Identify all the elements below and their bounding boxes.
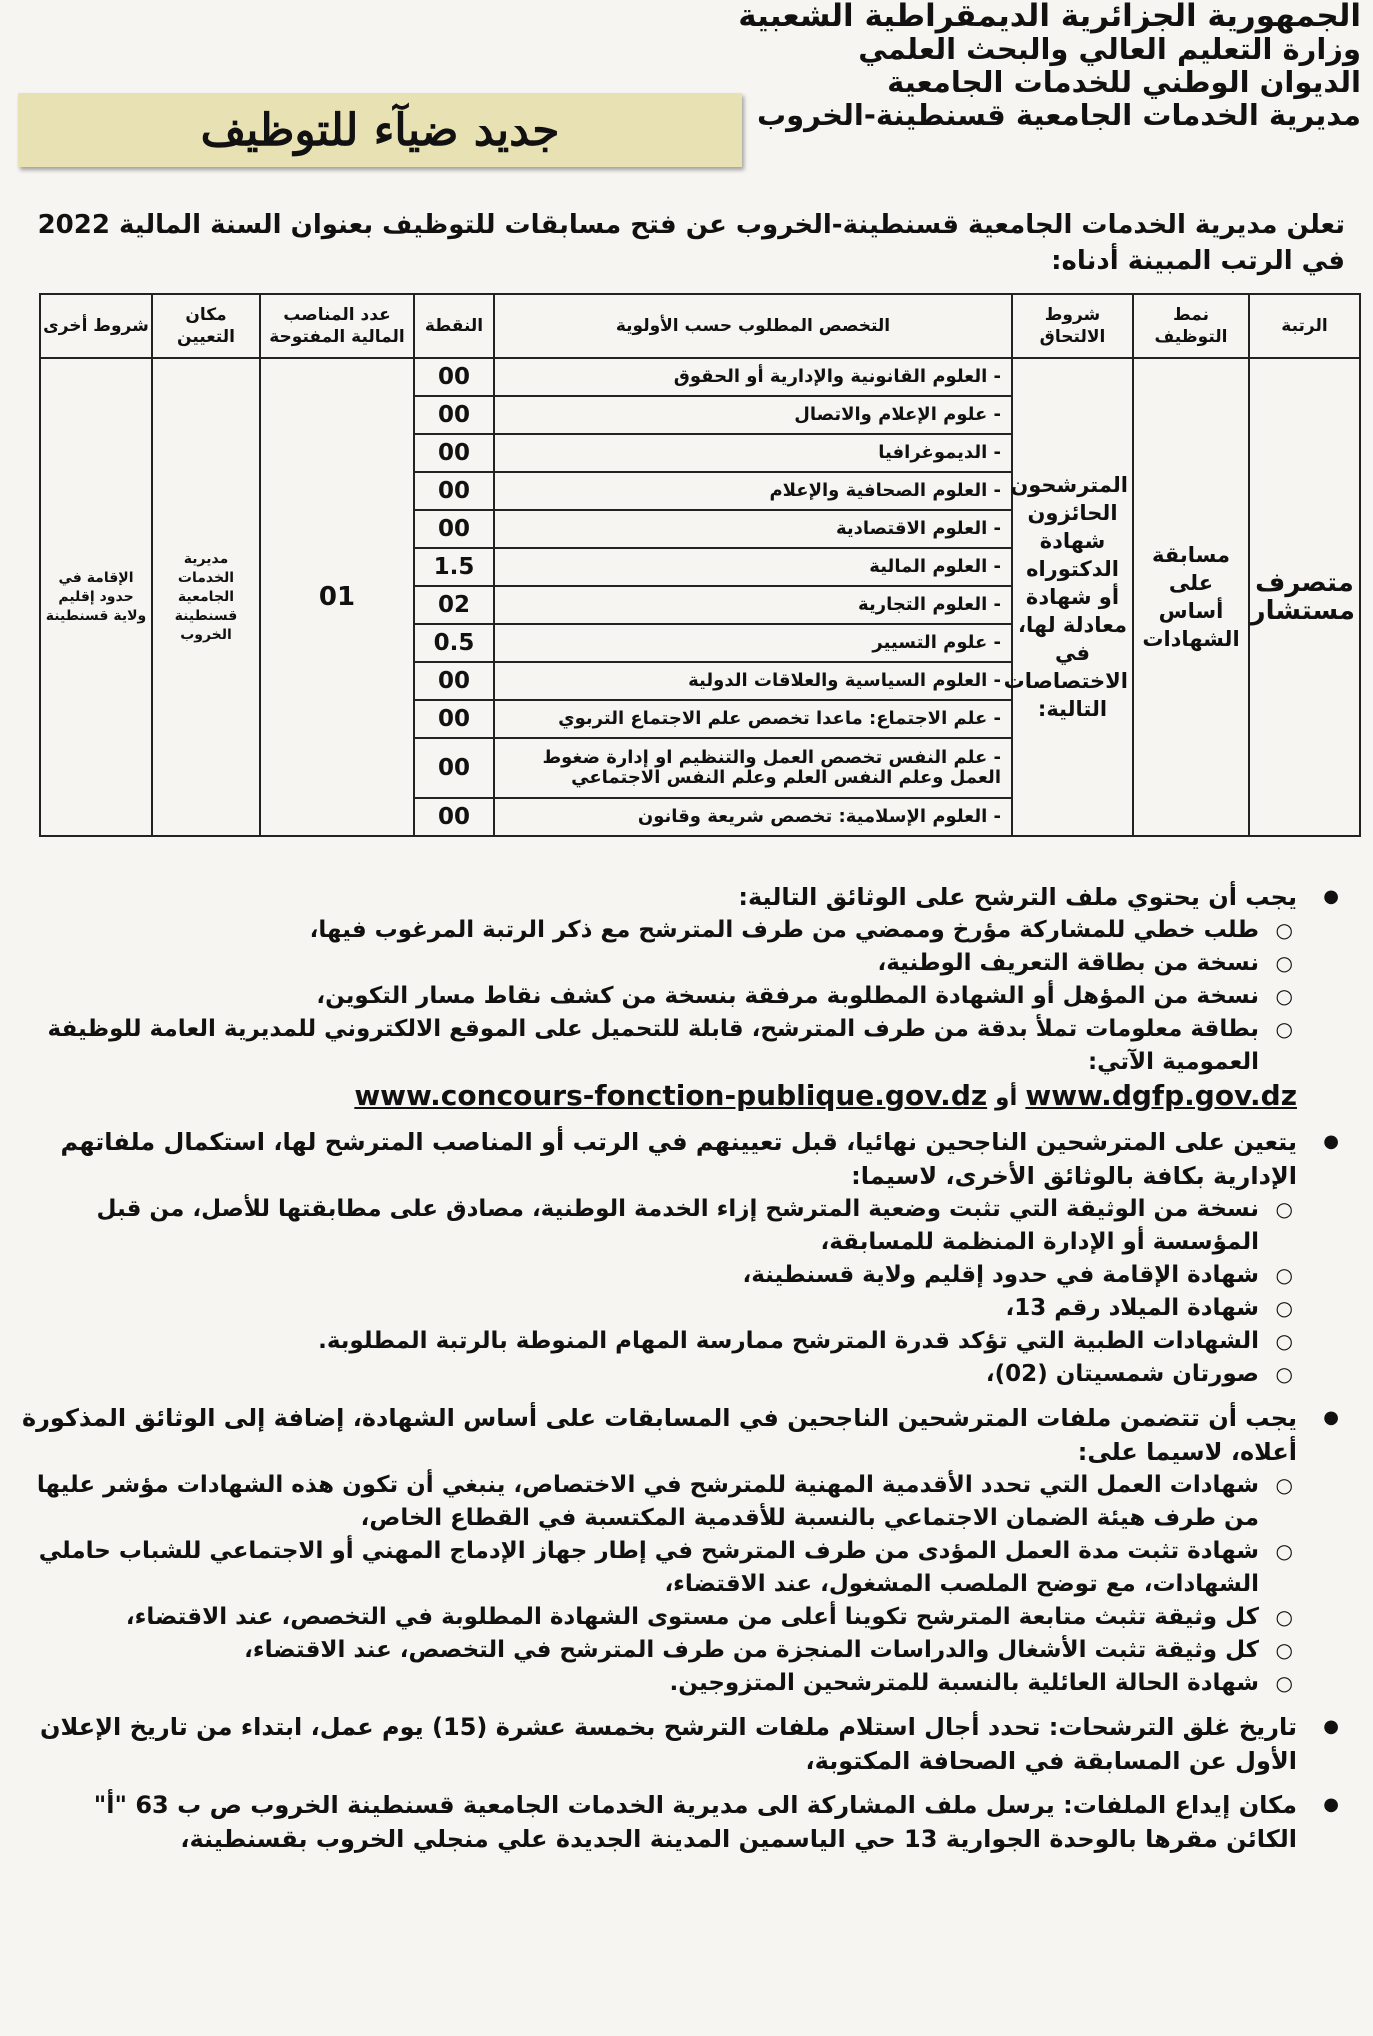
ministry-title: وزارة التعليم العالي والبحث العلمي	[858, 32, 1361, 66]
specialty-cell: - العلوم الإسلامية: تخصص شريعة وقانون	[494, 798, 1012, 836]
banner-text: جديد ضيآء للتوظيف	[200, 104, 560, 156]
specialty-cell: - العلوم الصحافية والإعلام	[494, 472, 1012, 510]
list-item: ○ طلب خطي للمشاركة مؤرخ وممضي من طرف المترشح مع ذكر الرتبة المرغوب فيها،	[15, 914, 1345, 947]
th-positions: عدد المناصب المالية المفتوحة	[260, 294, 414, 358]
section-heading: ● يجب أن تتضمن ملفات المترشحين الناجحين في المسابقات على أساس الشهادة، إضافة إلى الوثائق المذكورة أعلاه، لاسيما على:	[15, 1401, 1345, 1469]
specialty-cell: - علم الاجتماع: ماعدا تخصص علم الاجتماع التربوي	[494, 700, 1012, 738]
points-cell: 02	[414, 586, 494, 624]
place-cell: مديرية الخدمات الجامعية قسنطينة الخروب	[152, 358, 260, 836]
specialty-cell: - الديموغرافيا	[494, 434, 1012, 472]
positions-table	[39, 293, 1361, 837]
list-item: ○ شهادات العمل التي تحدد الأقدمية المهنية للمترشح في الاختصاص، ينبغي أن تكون هذه الشهادات مؤشر عليها من طرف هيئة الضمان الاجتماعي بالنسبة للأقدمية المكتسبة في القطاع الخاص،	[15, 1469, 1345, 1535]
list-item: ○ شهادة الحالة العائلية بالنسبة للمترشحين المتزوجين.	[15, 1667, 1345, 1700]
th-rank: الرتبة	[1249, 294, 1360, 358]
points-cell: 00	[414, 510, 494, 548]
document-body	[15, 880, 1345, 1866]
list-item: ○ كل وثيقة تثبث متابعة المترشح تكوينا أعلى من مستوى الشهادة المطلوبة في التخصص، عند الاقتضاء،	[15, 1601, 1345, 1634]
watermark-banner	[18, 93, 742, 167]
intro-paragraph: تعلن مديرية الخدمات الجامعية قسنطينة-الخروب عن فتح مسابقات للتوظيف بعنوان السنة المالية 2022 في الرتب المبينة أدناه:	[37, 210, 1345, 276]
specialty-cell: - علوم التسيير	[494, 624, 1012, 662]
points-cell: 00	[414, 396, 494, 434]
th-mode: نمط التوظيف	[1133, 294, 1249, 358]
rank-cell: متصرف مستشار	[1249, 358, 1360, 836]
section-heading: ● يتعين على المترشحين الناجحين نهائيا، قبل تعيينهم في الرتب أو المناصب المترشح لها، استكمال ملفاتهم الإدارية بكافة بالوثائق الأخرى، لاسيما:	[15, 1125, 1345, 1193]
specialty-cell: - علوم الإعلام والاتصال	[494, 396, 1012, 434]
dgfp-link[interactable]: www.dgfp.gov.dz	[1025, 1079, 1297, 1112]
specialty-cell: - العلوم المالية	[494, 548, 1012, 586]
mode-cell: مسابقة على أساس الشهادات	[1133, 358, 1249, 836]
conditions-cell: المترشحون الحائزون شهادة الدكتوراه أو شهادة معادلة لها، في الاختصاصات التالية:	[1012, 358, 1133, 836]
republic-title: الجمهورية الجزائرية الديمقراطية الشعبية	[738, 0, 1361, 34]
table-header-row	[40, 294, 1360, 358]
submission-place-section	[15, 1788, 1345, 1856]
specialty-cell: - العلوم الاقتصادية	[494, 510, 1012, 548]
list-item: ○ نسخة من الوثيقة التي تثبت وضعية المترشح إزاء الخدمة الوطنية، مصادق على مطابقتها للأصل، من قبل المؤسسة أو الإدارة المنظمة للمسابقة،	[15, 1193, 1345, 1259]
specialty-cell: - علم النفس تخصص العمل والتنظيم او إدارة ضغوط العمل وعلم النفس العلم وعلم النفس الاجتماعي	[494, 738, 1012, 798]
table-row	[40, 358, 1360, 396]
list-item: ○ بطاقة معلومات تملأ بدقة من طرف المترشح، قابلة للتحميل على الموقع الالكتروني للمديرية العامة للوظيفة العمومية الآتي:	[15, 1013, 1345, 1079]
section-heading: ● يجب أن يحتوي ملف الترشح على الوثائق التالية:	[15, 880, 1345, 914]
list-item: ○ صورتان شمسيتان (02)،	[15, 1358, 1345, 1391]
specialty-cell: - العلوم التجارية	[494, 586, 1012, 624]
points-cell: 00	[414, 434, 494, 472]
th-specialty: التخصص المطلوب حسب الأولوية	[494, 294, 1012, 358]
positions-cell: 01	[260, 358, 414, 836]
directorate-title: مديرية الخدمات الجامعية قسنطينة-الخروب	[756, 98, 1361, 132]
required-documents-section	[15, 880, 1345, 1115]
list-item: ○ الشهادات الطبية التي تؤكد قدرة المترشح ممارسة المهام المنوطة بالرتبة المطلوبة.	[15, 1325, 1345, 1358]
office-title: الديوان الوطني للخدمات الجامعية	[887, 65, 1361, 99]
list-item: ○ شهادة الإقامة في حدود إقليم ولاية قسنطينة،	[15, 1259, 1345, 1292]
points-cell: 0.5	[414, 624, 494, 662]
points-cell: 1.5	[414, 548, 494, 586]
list-item: ○ شهادة الميلاد رقم 13،	[15, 1292, 1345, 1325]
final-documents-section	[15, 1125, 1345, 1391]
points-cell: 00	[414, 662, 494, 700]
list-item: ○ نسخة من بطاقة التعريف الوطنية،	[15, 947, 1345, 980]
th-conditions: شروط الالتحاق	[1012, 294, 1133, 358]
list-item: ○ شهادة تثبت مدة العمل المؤدى من طرف المترشح في إطار جهاز الإدماج المهني أو الاجتماعي للشباب حاملي الشهادات، مع توضح الملصب المشغول، عند الاقتضاء،	[15, 1535, 1345, 1601]
points-cell: 00	[414, 798, 494, 836]
concours-link[interactable]: www.concours-fonction-publique.gov.dz	[354, 1079, 988, 1112]
or-word: أو	[995, 1085, 1018, 1111]
specialty-cell: - العلوم القانونية والإدارية أو الحقوق	[494, 358, 1012, 396]
points-cell: 00	[414, 472, 494, 510]
th-other: شروط أخرى	[40, 294, 152, 358]
letterhead	[681, 0, 1361, 132]
th-points: النقطة	[414, 294, 494, 358]
specialty-cell: - العلوم السياسية والعلاقات الدولية	[494, 662, 1012, 700]
other-conditions-cell: الإقامة في حدود إقليم ولاية قسنطينة	[40, 358, 152, 836]
points-cell: 00	[414, 358, 494, 396]
url-line	[15, 1079, 1345, 1115]
th-place: مكان التعيين	[152, 294, 260, 358]
submission-place-text: ● مكان إيداع الملفات: يرسل ملف المشاركة الى مديرية الخدمات الجامعية قسنطينة الخروب ص ب 63 "أ" الكائن مقرها بالوحدة الجوارية 13 حي الياسمين المدينة الجديدة علي منجلي الخروب بقسنطينة،	[15, 1788, 1345, 1856]
deadline-section	[15, 1710, 1345, 1778]
list-item: ○ نسخة من المؤهل أو الشهادة المطلوبة مرفقة بنسخة من كشف نقاط مسار التكوين،	[15, 980, 1345, 1013]
list-item: ○ كل وثيقة تثبت الأشغال والدراسات المنجزة من طرف المترشح في التخصص، عند الاقتضاء،	[15, 1634, 1345, 1667]
additional-documents-section	[15, 1401, 1345, 1700]
points-cell: 00	[414, 700, 494, 738]
points-cell: 00	[414, 738, 494, 798]
deadline-text: ● تاريخ غلق الترشحات: تحدد أجال استلام ملفات الترشح بخمسة عشرة (15) يوم عمل، ابتداء من تاريخ الإعلان الأول عن المسابقة في الصحافة المكتوبة،	[15, 1710, 1345, 1778]
